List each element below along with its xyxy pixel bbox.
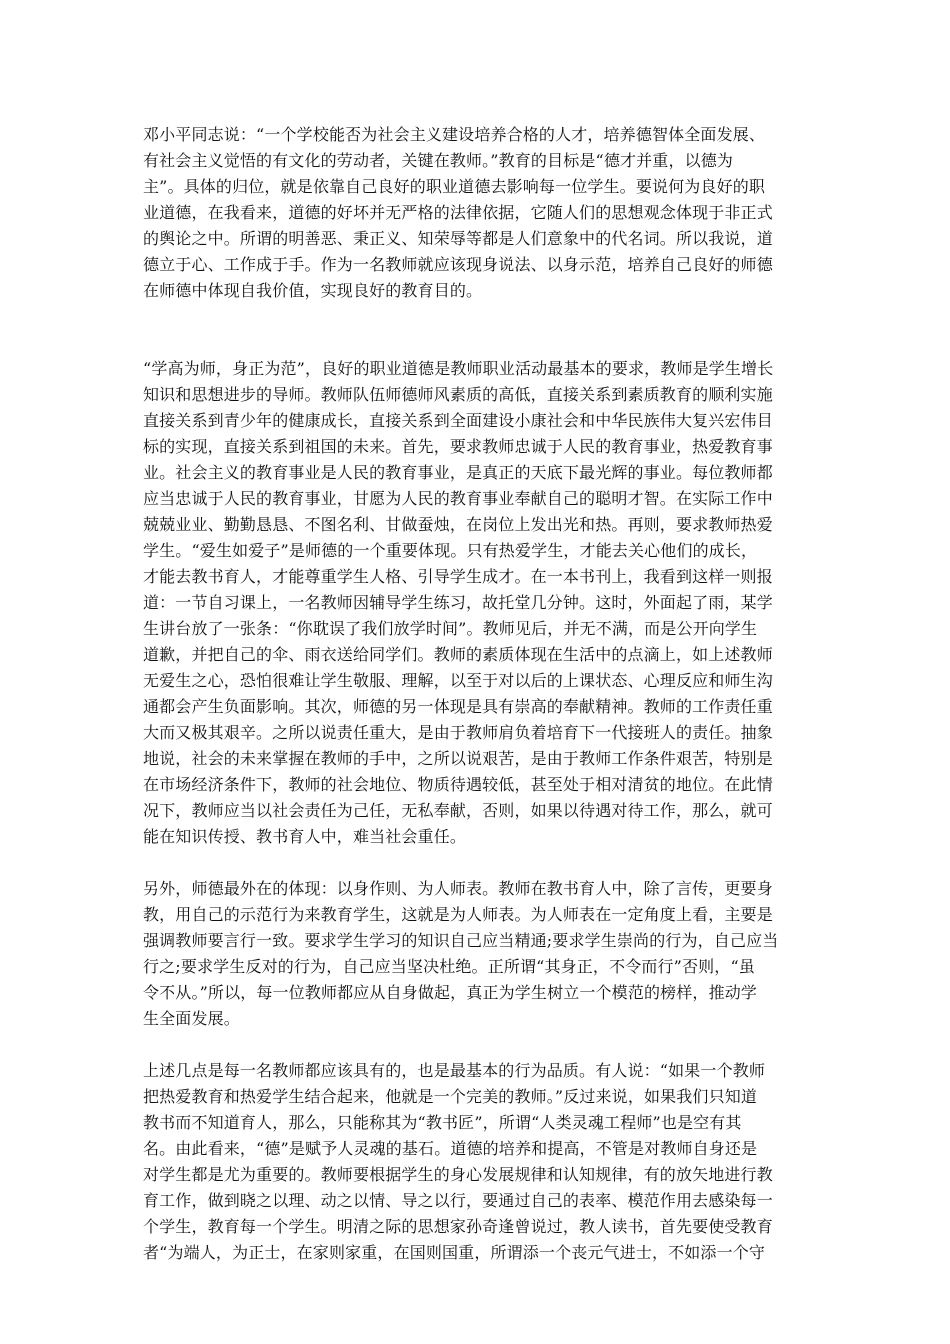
paragraph-2: “学高为师，身正为范”，良好的职业道德是教师职业活动最基本的要求，教师是学生增长 知识和思想进步的导师。教师队伍师德师风素质的高低，直接关系到素质教育的顺利实施 直接关系到青少年的健康成长，直接关系到全面建设小康社会和中华民族伟大复兴宏伟目 标的实现，直接关系到祖国的未来。首先，要求教师忠诚于人民的教育事业，热爱教育事 业。社会主义的教育事业是人民的教育事业，是真正的天底下最光辉的事业。每位教师都 应当忠诚于人民的教育事业，甘愿为人民的教育事业奉献自己的聪明才智。在实际工作中 兢兢业业、勤勤恳恳、不图名利、甘做蚕烛，在岗位上发出光和热。再则，要求教师热爱 学生。“爱生如爱子”是师德的一个重要体现。只有热爱学生，才能去关心他们的成长， 才能去教书育人，才能尊重学生人格、引导学生成才。在一本书刊上，我看到这样一则报 道：一节自习课上，一名教师因辅导学生练习，故托堂几分钟。这时，外面起了雨，某学 生讲台放了一张条：“你耽误了我们放学时间”。教师见后，并无不满，而是公开向学生 道歉，并把自己的伞、雨衣送给同学们。教师的素质体现在生活中的点滴上，如上述教师 无爱生之心，恐怕很难让学生敬服、理解，以至于对以后的上课状态、心理反应和师生沟 通都会产生负面影响。其次，师德的另一体现是具有崇高的奉献精神。教师的工作责任重 大而又极其艰辛。之所以说责任重大，是由于教师肩负着培育下一代接班人的责任。抽象 地说，社会的未来掌握在教师的手中，之所以说艰苦，是由于教师工作条件艰苦，特别是 在市场经济条件下，教师的社会地位、物质待遇较低，甚至处于相对清贫的地位。在此情 况下，教师应当以社会责任为己任，无私奉献，否则，如果以待遇对待工作，那么，就可 能在知识传授、教书育人中，难当社会重任。: [143, 359, 774, 846]
paragraph-4: 上述几点是每一名教师都应该具有的，也是最基本的行为品质。有人说：“如果一个教师 把热爱教育和热爱学生结合起来，他就是一个完美的教师。”反过来说，如果我们只知道 教书而不知道育人，那么，只能称其为“教书匠”，所谓“人类灵魂工程师”也是空有其 名。由此看来，“德”是赋予人灵魂的基石。道德的培养和提高，不管是对教师自身还是 对学生都是尤为重要的。教师要根据学生的身心发展规律和认知规律，有的放矢地进行教 育工作，做到晓之以理、动之以情、导之以行，要通过自己的表率、模范作用去感染每一 个学生，教育每一个学生。明清之际的思想家孙奇逢曾说过，教人读书，首先要使受教育 者“为端人，为正士，在家则家重，在国则国重，所谓添一个丧元气进士，不如添一个守: [143, 1061, 773, 1262]
paragraph-3: 另外，师德最外在的体现：以身作则、为人师表。教师在教书育人中，除了言传，更要身 教，用自己的示范行为来教育学生，这就是为人师表。为人师表在一定角度上看，主要是 强调教师要言行一致。要求学生学习的知识自己应当精通;要求学生崇尚的行为，自己应当 行之;要求学生反对的行为，自己应当坚决杜绝。正所谓“其身正，不令而行”否则，“虽 令不从。”所以，每一位教师都应从自身做起，真正为学生树立一个模范的榜样，推动学 生全面发展。: [143, 879, 779, 1028]
document-body: [143, 122, 809, 1266]
paragraph-1: 邓小平同志说：“一个学校能否为社会主义建设培养合格的人才，培养德智体全面发展、 有社会主义觉悟的有文化的劳动者，关键在教师。”教育的目标是“德才并重，以德为 主”。具体的归位，就是依靠自己良好的职业道德去影响每一位学生。要说何为良好的职 业道德，在我看来，道德的好坏并无严格的法律依据，它随人们的思想观念体现于非正式 的舆论之中。所谓的明善恶、秉正义、知荣辱等都是人们意象中的代名词。所以我说，道 德立于心、工作成于手。作为一名教师就应该现身说法、以身示范，培养自己良好的师德 在师德中体现自我价值，实现良好的教育目的。: [143, 125, 773, 300]
